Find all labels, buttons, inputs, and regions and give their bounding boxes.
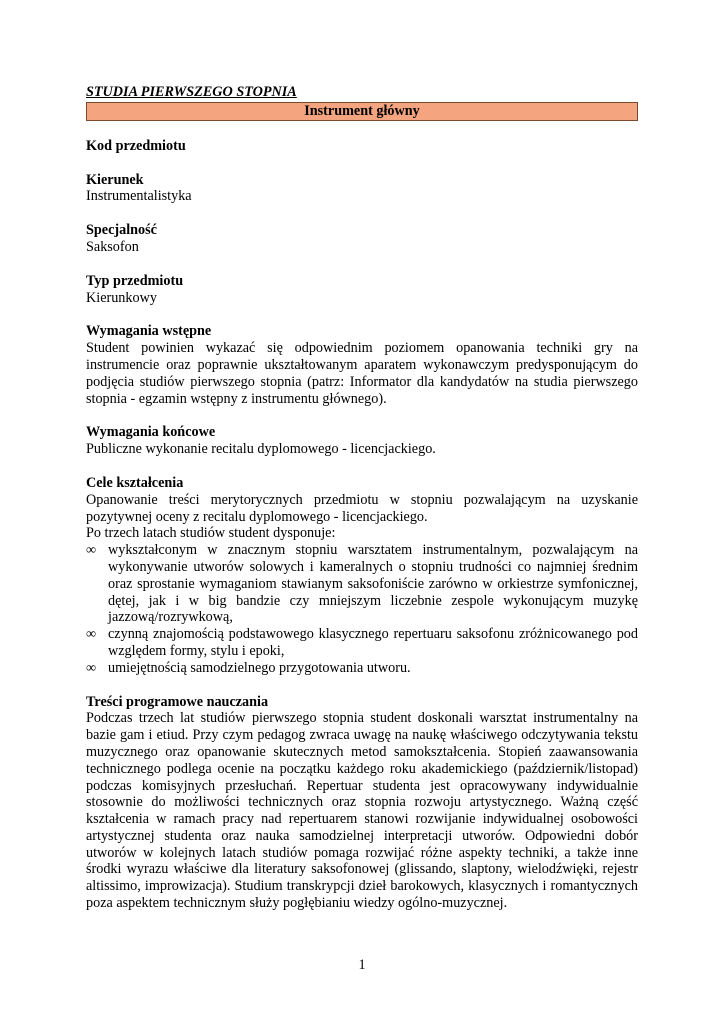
section-text: Kierunkowy [86, 289, 157, 306]
infinity-bullet-icon: ∞ [86, 542, 97, 559]
section-heading: Specjalność [86, 222, 157, 239]
list-item [86, 542, 638, 626]
list-item-text: wykształconym w znacznym stopniu warsztatem instrumentalnym, pozwalającym na wykonywanie utworów solowych i kameralnych o stopniu trudności co najmniej średnim oraz sprostanie wymaganiom stawianym saksofoniście zarówno w orkiestrze symfonicznej, dętej, jak i w big bandzie czy mniejszym liczebnie zespole wykonującym muzykę jazzową/rozrywkową, [108, 542, 638, 626]
section-heading: Typ przedmiotu [86, 272, 184, 289]
list-item-text: umiejętnością samodzielnego przygotowania utworu. [108, 659, 411, 676]
section-heading: Wymagania końcowe [86, 424, 216, 441]
section-heading: Kierunek [86, 171, 144, 188]
section-specjalnosc [86, 222, 638, 256]
section-text: Saksofon [86, 238, 139, 255]
section-kierunek [86, 172, 638, 206]
section-wymagania-koncowe [86, 424, 638, 458]
subject-title-bar: Instrument główny [86, 102, 638, 121]
study-level-title: STUDIA PIERWSZEGO STOPNIA [86, 84, 297, 100]
section-cele-ksztalcenia [86, 475, 638, 677]
list-item-text: czynną znajomością podstawowego klasycznego repertuaru saksofonu zróżnicowanego pod względem formy, stylu i epoki, [108, 626, 638, 659]
section-kod-przedmiotu [86, 138, 638, 155]
section-heading: Cele kształcenia [86, 474, 184, 491]
infinity-bullet-icon: ∞ [86, 659, 97, 676]
bullet-list [86, 542, 638, 676]
section-paragraph: Opanowanie treści merytorycznych przedmiotu w stopniu pozwalającym na uzyskanie pozytywnej oceny z recitalu dyplomowego - licencjackiego. [86, 491, 638, 525]
document-content [86, 84, 638, 912]
section-typ-przedmiotu [86, 273, 638, 307]
section-wymagania-wstepne [86, 323, 638, 407]
section-tresci-programowe [86, 694, 638, 912]
page-number: 1 [358, 957, 366, 973]
section-text: Publiczne wykonanie recitalu dyplomowego - licencjackiego. [86, 441, 436, 458]
section-text: Student powinien wykazać się odpowiednim poziomem opanowania techniki gry na instrumencie oraz poprawnie ukształtowanym aparatem wykonawczym predysponującym do podjęcia studiów pierwszego stopnia (patrz: Informator dla kandydatów na studia pierwszego stopnia - egzamin wstępny z instrumentu głównego). [86, 340, 638, 407]
section-heading: Wymagania wstępne [86, 323, 212, 340]
section-paragraph: Po trzech latach studiów student dysponuje: [86, 525, 336, 542]
list-item [86, 660, 638, 677]
section-text: Instrumentalistyka [86, 188, 192, 205]
section-text: Podczas trzech lat studiów pierwszego stopnia student doskonali warsztat instrumentalny na bazie gam i etiud. Przy czym pedagog zwraca uwagę na naukę właściwego odczytywania tekstu muzycznego oraz opanowanie skutecznych metod samokształcenia. Stopień zaawansowania technicznego podlega ocenie na początku każdego roku akademickiego (październik/listopad) podczas komisyjnych przesłuchań. Repertuar studenta jest opracowywany indywidualnie stosownie do możliwości technicznych oraz stopnia rozwoju artystycznego. Ważną część kształcenia w ramach pracy nad repertuarem stanowi rozwijanie indywidualnej osobowości artystycznej studenta oraz nauka samodzielnej interpretacji utworów. Odpowiedni dobór utworów w kolejnych latach studiów pomaga rozwijać różne aspekty techniki, a także inne środki wyrazu właściwe dla literatury saksofonowej (glissando, slaptony, wielodźwięki, rejestr altissimo, improwizacja). Studium transkrypcji dzieł barokowych, klasycznych i romantycznych poza aspektem technicznym służy pogłębianiu wiedzy ogólno-muzycznej. [86, 710, 638, 912]
section-heading: Kod przedmiotu [86, 137, 186, 154]
infinity-bullet-icon: ∞ [86, 626, 97, 643]
section-heading: Treści programowe nauczania [86, 693, 269, 710]
list-item [86, 626, 638, 660]
